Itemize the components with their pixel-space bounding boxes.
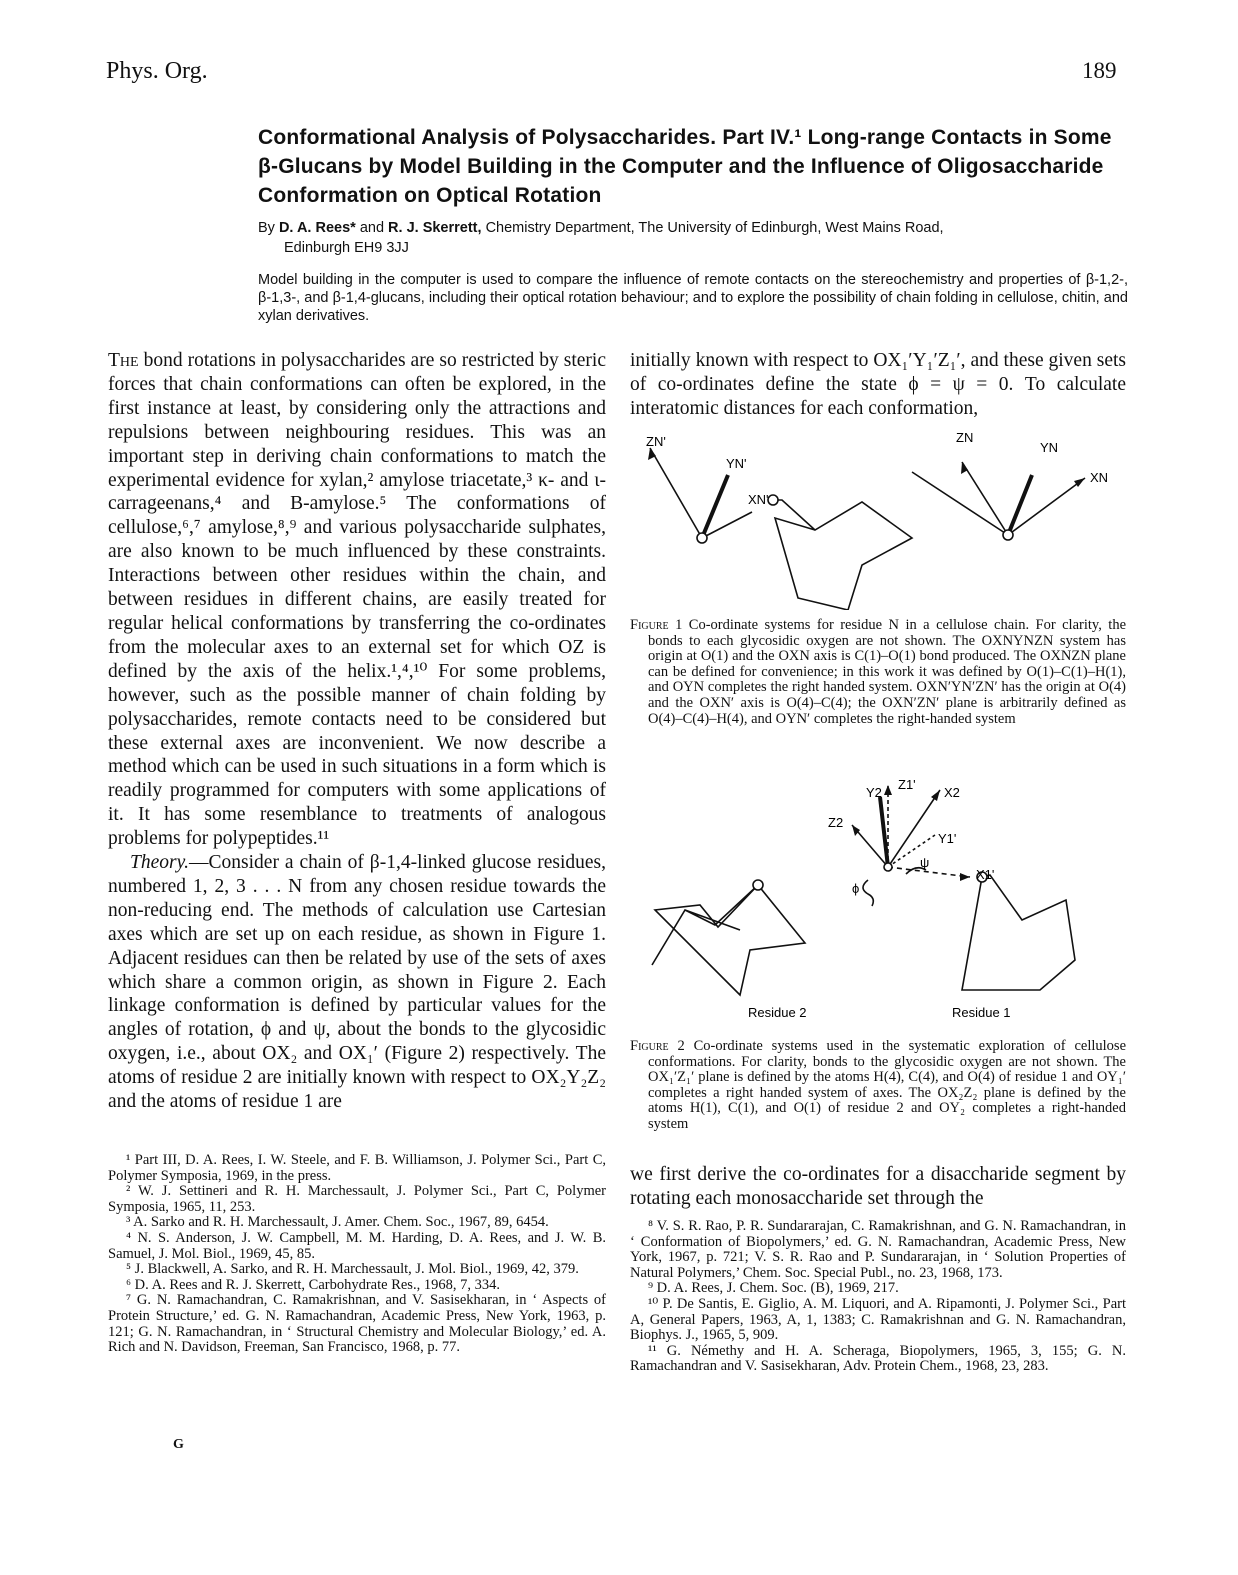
figure-2-diagram	[630, 775, 1126, 1025]
fig2-residue2-oxygen	[753, 880, 763, 890]
fig1-zn1-axis	[650, 448, 702, 538]
fig2-residue2-ring	[652, 885, 758, 965]
fig1-bond-right	[912, 472, 1008, 535]
footnote-10: ¹⁰ P. De Santis, E. Giglio, A. M. Liquori, and A. Ripamonti, J. Polymer Sci., Part A, General Papers, 1963, A, 1, 1383; C. Ramakrishnan and G. N. Ramachandran, Biophys. J., 1965, 5, 909.	[630, 1295, 1126, 1344]
fig2-label-y1: Y1'	[938, 831, 957, 846]
fig2-label-phi: ϕ	[852, 881, 860, 896]
fig2-phi-arc	[863, 880, 873, 906]
figure-1-caption-text	[630, 618, 1126, 727]
footnote-8: ⁸ V. S. R. Rao, P. R. Sundararajan, C. Ramakrishnan, and G. N. Ramachandran, in ‘ Conformation of Biopolymers,’ ed. G. N. Ramachandran, Academic Press, New York, 1967, p. 721; V. S. R. Rao and P. Sundararajan, in ‘ Solution Properties of Natural Polymers,’ Chem. Soc. Special Publ., no. 23, 1968, 173.	[630, 1218, 1126, 1281]
fig1-origin-right	[1003, 530, 1013, 540]
paragraph-coordinates: initially known with respect to OX₁′Y₁′Z₁′, and these given sets of co-ordinates define the state ϕ = ψ = 0. To calculate interatomic distances for each conformation,	[630, 350, 1126, 419]
footnote-6: ⁶ D. A. Rees and R. J. Skerrett, Carbohydrate Res., 1968, 7, 334.	[126, 1276, 500, 1293]
figure-1-label: Figure 1	[630, 617, 683, 633]
theory-heading: Theory.	[130, 852, 190, 874]
right-column-top	[630, 349, 1126, 421]
figure-1-caption-body: Co-ordinate systems for residue N in a cellulose chain. For clarity, the bonds to each glycosidic oxygen are not shown. The OXNYNZN system has origin at O(1) and the OXN axis is C(1)–O(1) bond produced. The OXNZN plane can be defined for convenience; in this work it was defined by O(1)–C(1)–H(1), and OYN completes the right handed system. OXN′YN′ZN′ has the origin at O(4) and the OXN′ axis is O(4)–C(4); the OXN′ZN′ plane is arbitrarily defined as O(4)–C(4)–H(4), and OYN′ completes the right-handed system	[648, 617, 1127, 727]
left-column	[108, 349, 606, 1114]
footnotes-right	[630, 1219, 1126, 1375]
right-column-bottom	[630, 1163, 1126, 1211]
figure-2-label: Figure 2	[630, 1038, 685, 1054]
fig2-label-z1: Z1'	[898, 777, 916, 792]
fig1-label-zn: ZN	[956, 430, 974, 445]
figure-1-caption	[630, 618, 1126, 727]
fig2-label-residue-2: Residue 2	[748, 1005, 807, 1020]
fig2-z2-arrowhead	[852, 825, 860, 836]
theory-text: —Consider a chain of β-1,4-linked glucose residues, numbered 1, 2, 3 . . . N from any chosen residue towards the non-reducing end. The methods of calculation use Cartesian axes which are set up on each residue, as shown in Figure 1. Adjacent residues can then be related by use of the sets of axes which share a common origin, as shown in Figure 2. Each linkage conformation is defined by particular values for the angles of rotation, ϕ and ψ, about the bonds to the glycosidic oxygen, i.e., about OX₂ and OX₁′ (Figure 2) respectively. The atoms of residue 2 are initially known with respect to OX₂Y₂Z₂ and the atoms of residue 1 are	[108, 852, 606, 1113]
fig1-label-zn1: ZN'	[646, 434, 666, 449]
fig1-ring-oxygen	[768, 495, 778, 505]
byline-and: and	[359, 220, 385, 236]
footnote-9: ⁹ D. A. Rees, J. Chem. Soc. (B), 1969, 217.	[648, 1280, 899, 1297]
signature-mark: G	[173, 1437, 184, 1452]
fig1-zn-axis	[962, 462, 1008, 535]
footnotes-left	[108, 1153, 606, 1356]
fig2-z1-arrowhead	[884, 785, 892, 795]
footnote-2: ² W. J. Settineri and R. H. Marchessault, J. Polymer Sci., Part C, Polymer Symposia, 1965, 11, 253.	[108, 1183, 606, 1215]
figure-2-caption-body: Co-ordinate systems used in the systematic exploration of cellulose conformations. For clarity, bonds to the glycosidic oxygen are not shown. The OX₁′Z₁′ plane is defined by the atoms H(4), C(4), and O(4) of residue 1 and OY₁′ completes a right handed system of axes. The OX₂Z₂ plane is defined by the atoms H(1), C(1), and O(1) of residue 2 and OY₂ completes a right-handed system	[648, 1038, 1126, 1132]
intro-text: bond rotations in polysaccharides are so restricted by steric forces that chain conformations can often be explored, in the first instance at least, by considering only the attractions and repulsions between neighbouring residues. This was an important step in deriving chain conformations to match the experimental evidence for xylan,² amylose triacetate,³ κ- and ι-carrageenans,⁴ and B-amylose.⁵ The conformations of cellulose,⁶,⁷ amylose,⁸,⁹ and various polysaccharide sulphates, are also known to be much influenced by these constraints. Interactions between other residues within the chain, and between residues in different chains, are easily treated for regular helical conformations by transferring the co-ordinates from the molecular axes to an external set for which OZ is defined by the axis of the helix.¹,⁴,¹⁰ For some problems, however, such as the possible manner of chain folding by polysaccharides, remote contacts need to be considered but these external axes are inconvenient. We now describe a method which can be used in such situations in a form which is readily programmed for computers with some applications of it. It has some resemblance to treatments of analogous problems for polypeptides.¹¹	[108, 350, 607, 850]
fig2-residue2-ring-full	[655, 885, 805, 995]
byline-by: By	[258, 220, 275, 236]
author-rees: D. A. Rees*	[278, 220, 356, 236]
fig2-origin	[884, 863, 892, 871]
fig1-yn1-axis	[702, 475, 728, 538]
footnote-5: ⁵ J. Blackwell, A. Sarko, and R. H. Marchessault, J. Mol. Biol., 1969, 42, 379.	[126, 1261, 579, 1278]
fig2-label-x1: X1'	[976, 867, 995, 882]
fig2-residue1-ring	[962, 875, 1075, 990]
fig2-label-residue-1: Residue 1	[952, 1005, 1011, 1020]
footnote-7: ⁷ G. N. Ramachandran, C. Ramakrishnan, and V. Sasisekharan, in ‘ Aspects of Protein Structure,’ ed. G. N. Ramachandran, Academic Press, New York, 1963, p. 121; G. N. Ramachandran, in ‘ Structural Chemistry and Molecular Biology,’ ed. A. Rich and N. Davidson, Freeman, San Francisco, 1968, p. 77.	[108, 1292, 606, 1356]
footnote-4: ⁴ N. S. Anderson, J. W. Campbell, M. M. Harding, D. A. Rees, and J. W. B. Samuel, J. Mol. Biol., 1969, 45, 85.	[108, 1229, 606, 1262]
fig2-y2-axis	[880, 797, 888, 867]
footnote-3: ³ A. Sarko and R. H. Marchessault, J. Amer. Chem. Soc., 1967, 89, 6454.	[126, 1214, 549, 1231]
author-skerrett: R. J. Skerrett,	[388, 220, 482, 236]
fig2-label-psi: ψ	[920, 855, 930, 870]
paragraph-intro	[108, 349, 606, 851]
fig2-label-y2: Y2	[866, 785, 882, 800]
fig2-x1-arrowhead	[960, 873, 970, 881]
abstract: Model building in the computer is used to compare the influence of remote contacts on the stereochemistry and properties of β-1,2-, β-1,3-, and β-1,4-glucans, including their optical rotation behaviour; and to explore the possibility of chain folding in cellulose, chitin, and xylan derivatives.	[258, 272, 1128, 324]
fig1-ring	[773, 500, 912, 610]
fig1-label-xn1: XN'	[748, 492, 769, 507]
fig1-label-xn: XN	[1090, 470, 1109, 485]
affiliation: Chemistry Department, The University of Edinburgh, West Mains Road,	[485, 220, 944, 236]
byline	[258, 218, 1128, 258]
fig2-label-z2: Z2	[828, 815, 844, 830]
fig2-x2-arrowhead	[931, 790, 940, 801]
footnote-1: ¹ Part III, D. A. Rees, I. W. Steele, and F. B. Williamson, J. Polymer Sci., Part C, Polymer Symposia, 1969, in the press.	[108, 1152, 606, 1184]
journal-name: Phys. Org.	[106, 58, 208, 84]
footnote-11: ¹¹ G. Némethy and H. A. Scheraga, Biopolymers, 1965, 3, 155; G. N. Ramachandran and V. Sasisekharan, Adv. Protein Chem., 1968, 23, 283.	[630, 1342, 1126, 1375]
affiliation-line-2: Edinburgh EH9 3JJ	[284, 240, 409, 256]
paragraph-theory	[108, 851, 606, 1114]
fig1-origin-left	[697, 533, 707, 543]
fig2-label-x2: X2	[944, 785, 960, 800]
figure-1-diagram	[630, 420, 1126, 610]
fig1-zn-arrowhead	[961, 462, 968, 474]
article-title: Conformational Analysis of Polysaccharides. Part IV.¹ Long-range Contacts in Some β-Glucans by Model Building in the Computer and the Influence of Oligosaccharide Conformation on Optical Rotation	[258, 126, 1112, 207]
figure-2-caption	[630, 1039, 1126, 1133]
fig1-zn1-arrowhead	[648, 448, 656, 460]
page-number: 189	[1082, 58, 1117, 83]
figure-2-caption-text	[630, 1039, 1126, 1133]
fig1-label-yn1: YN'	[726, 456, 747, 471]
intro-drop-word: The	[108, 350, 139, 371]
fig2-x2-axis	[888, 790, 940, 867]
paragraph-disaccharide: we first derive the co-ordinates for a disaccharide segment by rotating each monosaccharide set through the	[630, 1164, 1126, 1209]
fig1-label-yn: YN	[1040, 440, 1059, 455]
